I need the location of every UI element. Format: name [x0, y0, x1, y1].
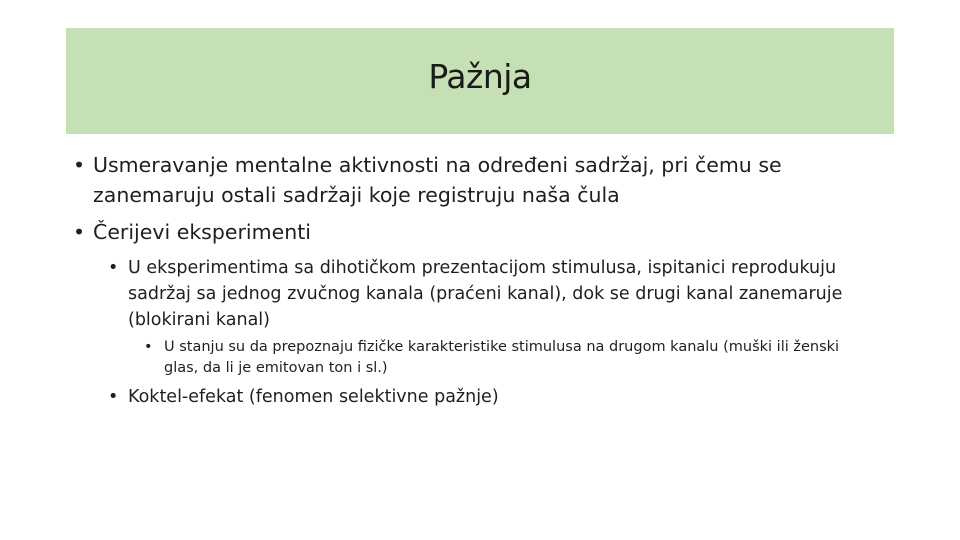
bullet-item-1	[73, 150, 873, 210]
bullet-icon: •	[73, 220, 86, 244]
bullet-icon: •	[73, 153, 86, 177]
bullet-text: Usmeravanje mentalne aktivnosti na određeni sadržaj, pri čemu se zanemaruju ostali sadržaji koje registruju naša čula	[93, 153, 782, 207]
slide-title	[0, 57, 960, 97]
sub-sub-bullet-item-1	[144, 337, 864, 379]
sub-bullet-item-2	[108, 384, 868, 410]
bullet-icon: •	[108, 387, 119, 407]
bullet-text: U eksperimentima sa dihotičkom prezentacijom stimulusa, ispitanici reprodukuju sadržaj sa jednog zvučnog kanala (praćeni kanal), dok se drugi kanal zanemaruje (blokirani kanal)	[128, 258, 843, 330]
slide-title-text: Pažnja	[428, 57, 532, 96]
sub-bullet-item-1	[108, 255, 868, 333]
bullet-text: U stanju su da prepoznaju fizičke karakteristike stimulusa na drugom kanalu (muški ili ženski glas, da li je emitovan ton i sl.)	[164, 339, 840, 376]
bullet-text: Čerijevi eksperimenti	[93, 220, 311, 244]
bullet-icon: •	[108, 258, 119, 278]
bullet-item-2	[73, 217, 873, 247]
bullet-icon: •	[144, 339, 153, 355]
bullet-text: Koktel-efekat (fenomen selektivne pažnje)	[128, 387, 499, 407]
